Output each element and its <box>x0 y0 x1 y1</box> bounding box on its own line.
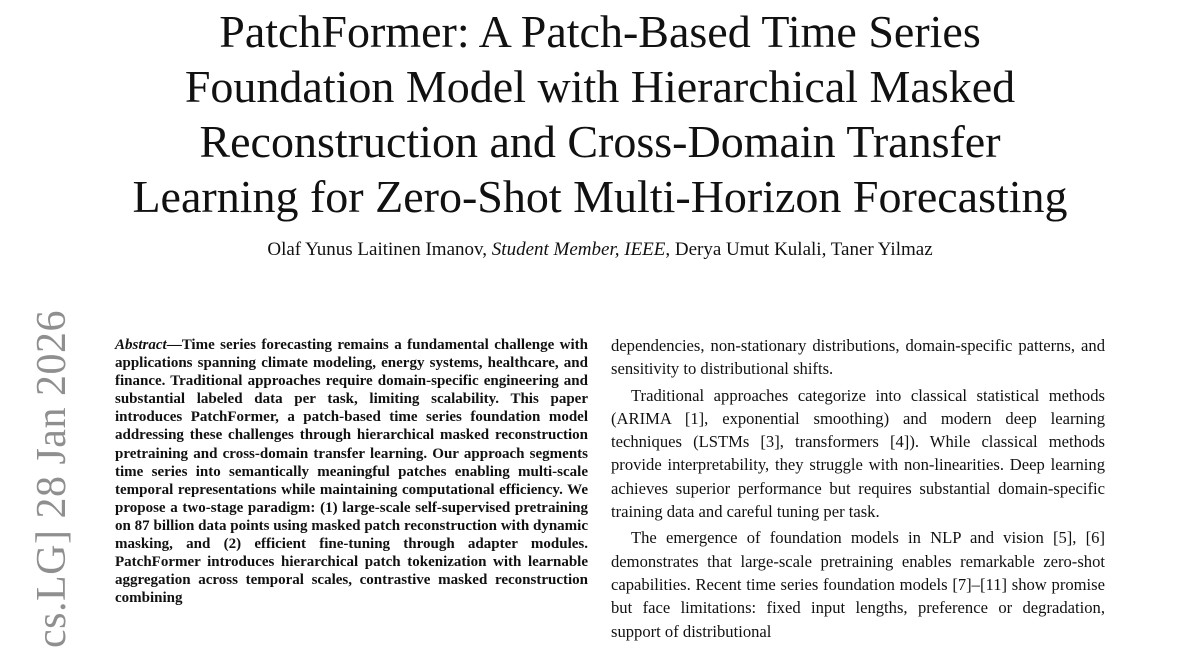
title-line-2: Foundation Model with Hierarchical Masked <box>184 61 1016 112</box>
body-paragraph-1: dependencies, non-stationary distributions, domain-specific patterns, and sensitivity to distributional shifts. <box>611 336 1105 379</box>
author-names-first: Olaf Yunus Laitinen Imanov, <box>267 239 492 260</box>
title-line-3: Reconstruction and Cross-Domain Transfer <box>199 116 1001 167</box>
arxiv-sidebar-stamp: cs.LG] 28 Jan 2026 <box>29 310 75 648</box>
body-paragraph-3: The emergence of foundation models in NLP and vision [5], [6] demonstrates that large-scale pretraining enables remarkable zero-shot capabilities. Recent time series foundation models [7]–[11] show promise but face limitations: fixed input lengths, preference or degradation, support of distributional <box>611 528 1105 641</box>
abstract-text: —Time series forecasting remains a fundamental challenge with applications spanning climate modeling, energy systems, healthcare, and finance. Traditional approaches require domain-specific engineering and substantial labeled data per task, limiting scalability. This paper introduces PatchFormer, a patch-based time series foundation model addressing these challenges through hierarchical masked reconstruction pretraining and cross-domain transfer learning. Our approach segments time series into semantically meaningful patches enabling multi-scale temporal representations while maintaining computational efficiency. We propose a two-stage paradigm: (1) large-scale self-supervised pretraining on 87 billion data points using masked patch reconstruction with dynamic masking, and (2) efficient fine-tuning through adapter modules. PatchFormer introduces hierarchical patch tokenization with learnable aggregation across temporal scales, contrastive masked reconstruction combining <box>115 337 588 607</box>
member-note: Student Member, IEEE <box>491 239 666 260</box>
paper-title <box>60 4 1140 224</box>
abstract-label: Abstract <box>115 337 167 353</box>
body-column-right <box>611 334 1105 643</box>
author-line <box>0 238 1200 262</box>
title-line-4: Learning for Zero-Shot Multi-Horizon Forecasting <box>132 171 1068 222</box>
abstract <box>115 336 588 607</box>
title-line-1: PatchFormer: A Patch-Based Time Series <box>219 6 981 57</box>
author-names-rest: , Derya Umut Kulali, Taner Yilmaz <box>665 239 933 260</box>
body-paragraph-2: Traditional approaches categorize into classical statistical methods (ARIMA [1], exponential smoothing) and modern deep learning techniques (LSTMs [3], transformers [4]). While classical methods provide interpretability, they struggle with non-linearities. Deep learning achieves superior performance but requires substantial domain-specific training data and careful tuning per task. <box>611 385 1105 522</box>
